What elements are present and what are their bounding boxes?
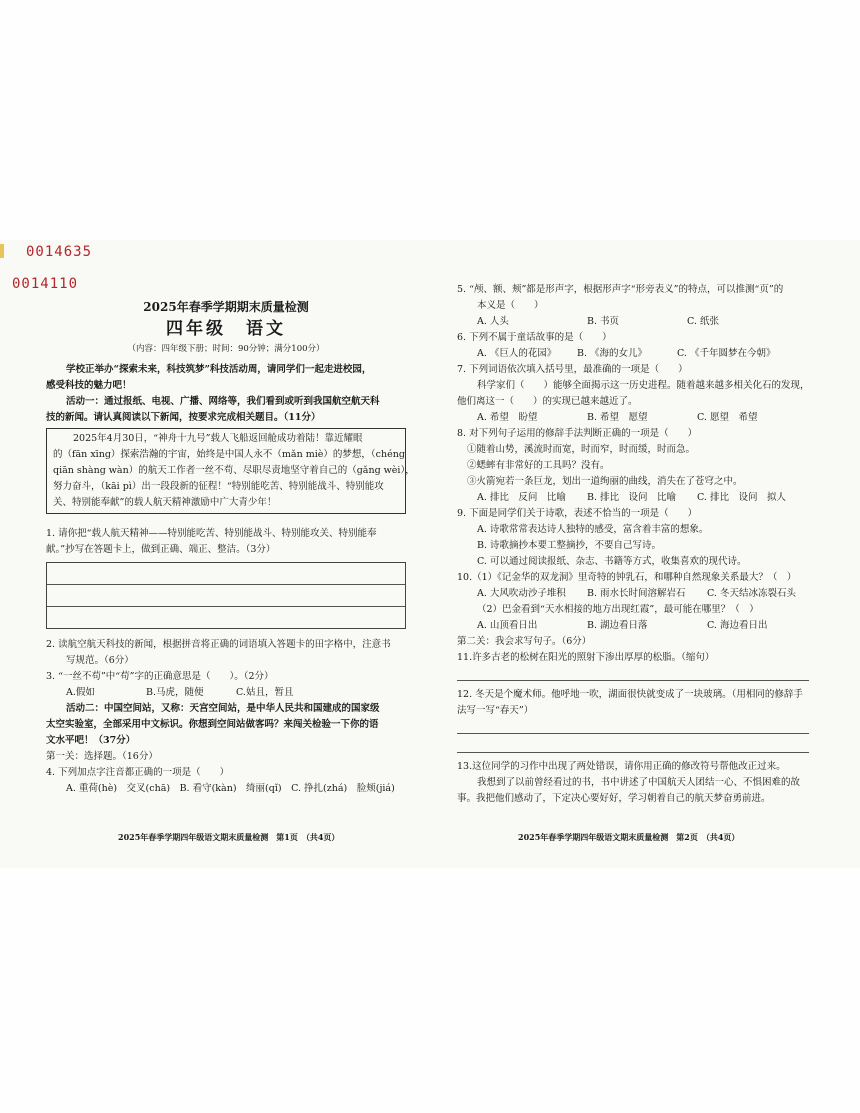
question-5: 本义是（ ） bbox=[477, 300, 544, 311]
option-b[interactable]: B. 《海的女儿》 bbox=[577, 348, 648, 359]
answer-line[interactable] bbox=[47, 563, 405, 585]
option-c[interactable]: C. 海边看日出 bbox=[707, 620, 768, 631]
page-top-margin bbox=[0, 0, 860, 240]
question-6-options bbox=[457, 346, 809, 362]
question-6: 6. 下列不属于童话故事的是（ ） bbox=[457, 332, 612, 343]
option-a[interactable]: A. 希望 盼望 bbox=[477, 412, 538, 423]
answer-line[interactable] bbox=[457, 668, 809, 681]
option-b[interactable]: B. 湖边看日落 bbox=[587, 620, 648, 631]
option-a[interactable]: A. 人头 bbox=[477, 316, 509, 327]
edge-mark bbox=[0, 244, 4, 258]
option-b[interactable]: B. 雨水长时间溶解岩石 bbox=[587, 588, 686, 599]
question-2: 2. 读航空航天科技的新闻，根据拼音将正确的词语填入答题卡的田字格中，注意书 bbox=[46, 639, 391, 650]
question-8-sentence: ②蟋蟀有非常好的工具吗？没有。 bbox=[467, 460, 610, 471]
option-c[interactable]: C. 冬天结冰冻裂石头 bbox=[707, 588, 796, 599]
option-c[interactable]: C.姑且，暂且 bbox=[236, 687, 294, 698]
exam-title: 2025年春季学期期末质量检测 bbox=[143, 300, 309, 314]
option-b[interactable]: B. 诗歌摘抄本要工整摘抄，不要自己写诗。 bbox=[477, 540, 662, 551]
exam-subject: 四年级 语文 bbox=[166, 319, 286, 339]
news-line: 2025年4月30日，“神舟十九号”载人飞船返回舱成功着陆！靠近耀眼 bbox=[73, 433, 363, 444]
question-3: 3. “一丝不苟”中“苟”字的正确意思是（ ）。（2分） bbox=[46, 671, 274, 682]
news-box bbox=[46, 428, 415, 514]
option-a[interactable]: A. 《巨人的花园》 bbox=[477, 348, 557, 359]
question-7: 7. 下列词语依次填入括号里，最准确的一项是（ ） bbox=[457, 364, 688, 375]
option-b[interactable]: B. 希望 愿望 bbox=[587, 412, 648, 423]
option-a[interactable]: A. 大风吹动沙子堆积 bbox=[477, 588, 566, 599]
option-a[interactable]: A.假如 bbox=[66, 687, 95, 698]
answer-line[interactable] bbox=[47, 607, 405, 628]
question-1: 1. 请你把“载人航天精神——特别能吃苦、特别能战斗、特别能攻关、特别能奉 bbox=[46, 528, 377, 539]
question-10-part-1-options bbox=[457, 586, 809, 602]
question-4: 4. 下列加点字注音都正确的一项是（ ） bbox=[46, 767, 230, 778]
activity-two: 文水平吧！（37分） bbox=[46, 735, 136, 746]
question-10-part-2-options bbox=[457, 618, 809, 634]
option-c[interactable]: C. 排比 设问 拟人 bbox=[697, 492, 786, 503]
news-line: 关、特别能奉献”的载人航天精神激励中广大青少年！ bbox=[53, 497, 277, 508]
question-8-sentence: ③火箭宛若一条巨龙，划出一道绚丽的曲线，消失在了苍穹之中。 bbox=[467, 476, 743, 487]
question-12: 法写一写“春天”） bbox=[457, 705, 534, 716]
question-13-text: 事。我把他们感动了，下定决心要好好，学习朝着自己的航天梦奋勇前进。 bbox=[457, 793, 771, 804]
question-9: 9. 下面是同学们关于诗歌，表述不恰当的一项是（ ） bbox=[457, 508, 698, 519]
question-7-text: 他们离这一（ ）的实现已越来越近了。 bbox=[457, 396, 638, 407]
question-5-options bbox=[457, 314, 809, 330]
option-c[interactable]: C. 纸张 bbox=[687, 316, 719, 327]
option-a[interactable]: A. 排比 反问 比喻 bbox=[477, 492, 566, 503]
question-2: 写规范。（6分） bbox=[66, 655, 134, 666]
question-10-part-1: 10.（1）《记金华的双龙洞》里奇特的钟乳石，和哪种自然现象关系最大？（ ） bbox=[457, 572, 797, 583]
news-line: qiān shàng wàn）的航天工作者一丝不苟、尽职尽责地坚守着自己的（gǎng wèi）， bbox=[53, 465, 415, 476]
page-footer: 2025年春季学期四年级语文期末质量检测 第2页 （共4页） bbox=[518, 832, 740, 842]
news-line: 努力奋斗，（kāi pì）出一段段新的征程！“特别能吃苦、特别能战斗、特别能攻 bbox=[53, 481, 384, 492]
question-13: 13.这位同学的习作中出现了两处错误，请你用正确的修改符号帮他改正过来。 bbox=[457, 761, 786, 772]
question-8-sentence: ①随着山势，溪流时而宽，时而窄，时而缓，时而急。 bbox=[467, 444, 696, 455]
option-a[interactable]: A. 山顶看日出 bbox=[477, 620, 538, 631]
answer-line[interactable] bbox=[457, 721, 809, 734]
question-7-options bbox=[457, 410, 809, 426]
option-c[interactable]: C. 可以通过阅读报纸、杂志、书籍等方式，收集喜欢的现代诗。 bbox=[477, 556, 747, 567]
level-one-heading: 第一关：选择题。（16分） bbox=[46, 751, 158, 762]
activity-two: 太空实验室，全部采用中文标识。你想到空间站做客吗？来闯关检验一下你的语 bbox=[46, 719, 379, 730]
copy-answer-box[interactable] bbox=[46, 562, 406, 629]
activity-one: 技的新闻。请认真阅读以下新闻，按要求完成相关题目。（11分） bbox=[46, 412, 321, 423]
page-bottom-margin bbox=[0, 868, 860, 1113]
news-line: 的（fān xīng）探索浩瀚的宇宙，始终是中国人永不（mǎn miè）的梦想，（chéng bbox=[53, 449, 405, 460]
question-1: 献。”抄写在答题卡上，做到正确、端正、整洁。（3分） bbox=[46, 544, 276, 555]
option-c[interactable]: C. 愿望 希望 bbox=[697, 412, 758, 423]
question-10-part-2: （2）巴金看到“天水相接的地方出现红霞”，最可能在哪里？（ ） bbox=[477, 604, 759, 615]
option-b[interactable]: B. 排比 设问 比喻 bbox=[587, 492, 677, 503]
question-11: 11.许多古老的松树在阳光的照射下渗出厚厚的松脂。（缩句） bbox=[457, 652, 715, 663]
question-8: 8. 对下列句子运用的修辞手法判断正确的一项是（ ） bbox=[457, 428, 698, 439]
intro-line: 感受科技的魅力吧！ bbox=[46, 380, 132, 391]
level-two-heading: 第二关：我会求写句子。（6分） bbox=[457, 636, 592, 647]
answer-line[interactable] bbox=[47, 585, 405, 607]
option-b[interactable]: B.马虎，随便 bbox=[146, 687, 204, 698]
question-12: 12. 冬天是个魔术师。他呼地一吹，湖面很快就变成了一块玻璃。（用相同的修辞手 bbox=[457, 689, 803, 700]
question-8-options bbox=[457, 490, 809, 506]
question-7-text: 科学家们（ ）能够全面揭示这一历史进程。随着越来越多相关化石的发现， bbox=[477, 380, 810, 391]
option-c[interactable]: C. 《千年圆梦在今朝》 bbox=[677, 348, 776, 359]
question-3-options bbox=[46, 685, 406, 701]
serial-number-stamp: 0014110 bbox=[12, 276, 79, 292]
page-footer: 2025年春季学期四年级语文期末质量检测 第1页 （共4页） bbox=[118, 832, 340, 842]
exam-meta: （内容：四年级下册；时间：90分钟；满分100分） bbox=[127, 344, 325, 354]
option-b[interactable]: B. 书页 bbox=[587, 316, 620, 327]
answer-line[interactable] bbox=[457, 740, 809, 753]
question-13-text: 我想到了以前曾经看过的书，书中讲述了中国航天人团结一心、不惧困难的故 bbox=[477, 777, 801, 788]
option-a[interactable]: A. 诗歌常常表达诗人独特的感受，富含着丰富的想象。 bbox=[477, 524, 709, 535]
left-page bbox=[46, 298, 415, 797]
serial-number-stamp: 0014635 bbox=[26, 244, 93, 260]
question-5: 5. “颅、额、颊”都是形声字，根据形声字“形旁表义”的特点，可以推测“页”的 bbox=[457, 284, 784, 295]
right-page bbox=[457, 282, 809, 807]
activity-one: 活动一：通过报纸、电视、广播、网络等，我们看到或听到我国航空航天科 bbox=[66, 396, 380, 407]
activity-two: 活动二：中国空间站，又称：天宫空间站，是中华人民共和国建成的国家级 bbox=[66, 703, 380, 714]
intro-line: 学校正举办“探索未来，科技筑梦”科技活动周，请同学们一起走进校园， bbox=[66, 364, 372, 375]
question-4-options: A. 重荷(hè) 交叉(chā) B. 看守(kàn) 绮丽(qǐ) C. 挣扎(zhá) 脸颊(jiá) bbox=[66, 783, 395, 794]
